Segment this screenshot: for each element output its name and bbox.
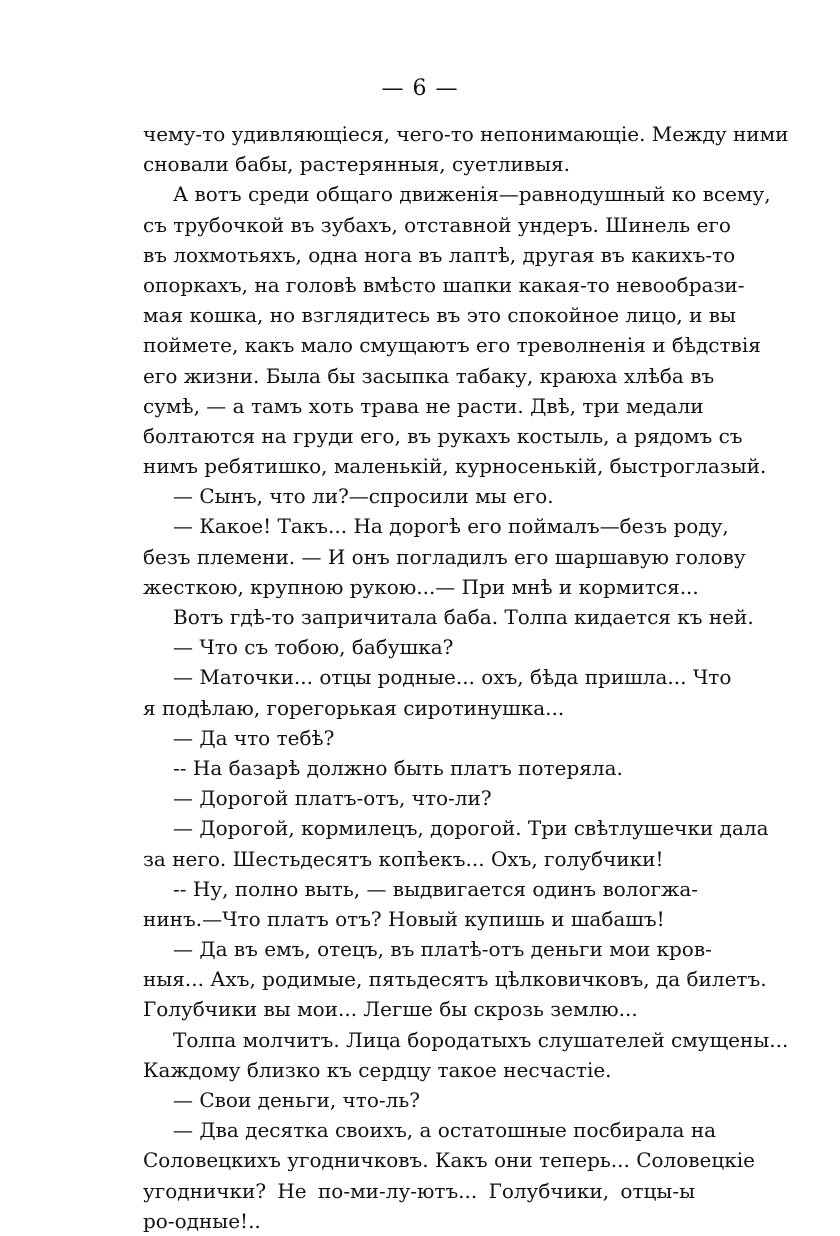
text-line: Каждому близко къ сердцу такое несчастіе. xyxy=(143,1057,612,1082)
text-line: -- Ну, полно выть, — выдвигается одинъ вологжа- xyxy=(173,876,699,901)
text-line: болтаются на груди его, въ рукахъ костыль, а рядомъ съ xyxy=(143,423,743,448)
text-line: поймете, какъ мало смущаютъ его треволненія и бѣдствія xyxy=(143,333,761,358)
text-line: чему-то удивляющіеся, чего-то непонимающіе. Между ними xyxy=(143,122,789,146)
text-line: Соловецкихъ угодничковъ. Какъ они теперь... Соловецкіе xyxy=(143,1148,755,1173)
text-line: нимъ ребятишко, маленькій, курносенькій, быстроглазый. xyxy=(143,454,767,479)
text-line: Вотъ гдѣ-то запричитала баба. Толпа кидается къ ней. xyxy=(173,605,754,629)
text-line: жесткою, крупною рукою...— При мнѣ и кормится... xyxy=(143,574,699,599)
text-line: Толпа молчитъ. Лица бородатыхъ слушателей смущены... xyxy=(173,1027,789,1052)
text-line: -- На базарѣ должно быть платъ потеряла. xyxy=(173,755,623,780)
text-line: безъ племени. — И онъ погладилъ его шаршавую голову xyxy=(143,544,746,569)
text-line: Голубчики вы мои... Легше бы скрозь землю... xyxy=(143,997,638,1022)
text-line: — Да что тебѣ? xyxy=(173,725,335,750)
page-number: — 6 — xyxy=(381,76,459,101)
text-line: съ трубочкой въ зубахъ, отставной ундеръ. Шинель его xyxy=(143,212,731,237)
text-line: ро-одные!.. xyxy=(143,1208,261,1233)
text-line: опоркахъ, на головѣ вмѣсто шапки какая-то невообрази- xyxy=(143,272,745,297)
text-line: — Дорогой, кормилецъ, дорогой. Три свѣтлушечки дала xyxy=(173,816,769,841)
text-line: — Что съ тобою, бабушка? xyxy=(173,635,454,660)
text-line: — Дорогой платъ-отъ, что-ли? xyxy=(173,786,492,811)
text-line: — Сынъ, что ли?—спросили мы его. xyxy=(173,484,554,509)
text-line: угоднички? Не по-ми-лу-ютъ... Голубчики, отцы-ы xyxy=(143,1178,695,1203)
text-line: А вотъ среди общаго движенія—равнодушный ко всему, xyxy=(173,182,771,207)
text-line: — Да въ емъ, отецъ, въ платѣ-отъ деньги мои кров- xyxy=(173,937,712,962)
text-line: за него. Шестьдесятъ копѣекъ... Охъ, голубчики! xyxy=(143,846,664,871)
text-line: ныя... Ахъ, родимые, пятьдесятъ цѣлковичковъ, да билетъ. xyxy=(143,967,767,992)
text-line: сновали бабы, растерянныя, суетливыя. xyxy=(143,152,571,177)
text-line: нинъ.—Что платъ отъ? Новый купишь и шабашъ! xyxy=(143,906,665,931)
text-line: сумѣ, — а тамъ хоть трава не расти. Двѣ, три медали xyxy=(143,393,704,418)
text-line: мая кошка, но взглядитесь въ это спокойное лицо, и вы xyxy=(143,303,736,328)
text-line: — Два десятка своихъ, а остатошные посбирала на xyxy=(173,1118,717,1143)
text-line: въ лохмотьяхъ, одна нога въ лаптѣ, другая въ какихъ-то xyxy=(143,242,736,267)
text-line: — Маточки... отцы родные... охъ, бѣда пришла... Что xyxy=(173,665,732,690)
text-line: — Свои деньги, что-ль? xyxy=(173,1088,420,1112)
page-text xyxy=(143,119,789,1236)
text-line: — Какое! Такъ... На дорогѣ его поймалъ—безъ роду, xyxy=(173,514,729,539)
text-line: я подѣлаю, горегорькая сиротинушка... xyxy=(143,695,565,720)
text-line: его жизни. Была бы засыпка табаку, краюха хлѣба въ xyxy=(143,363,715,388)
